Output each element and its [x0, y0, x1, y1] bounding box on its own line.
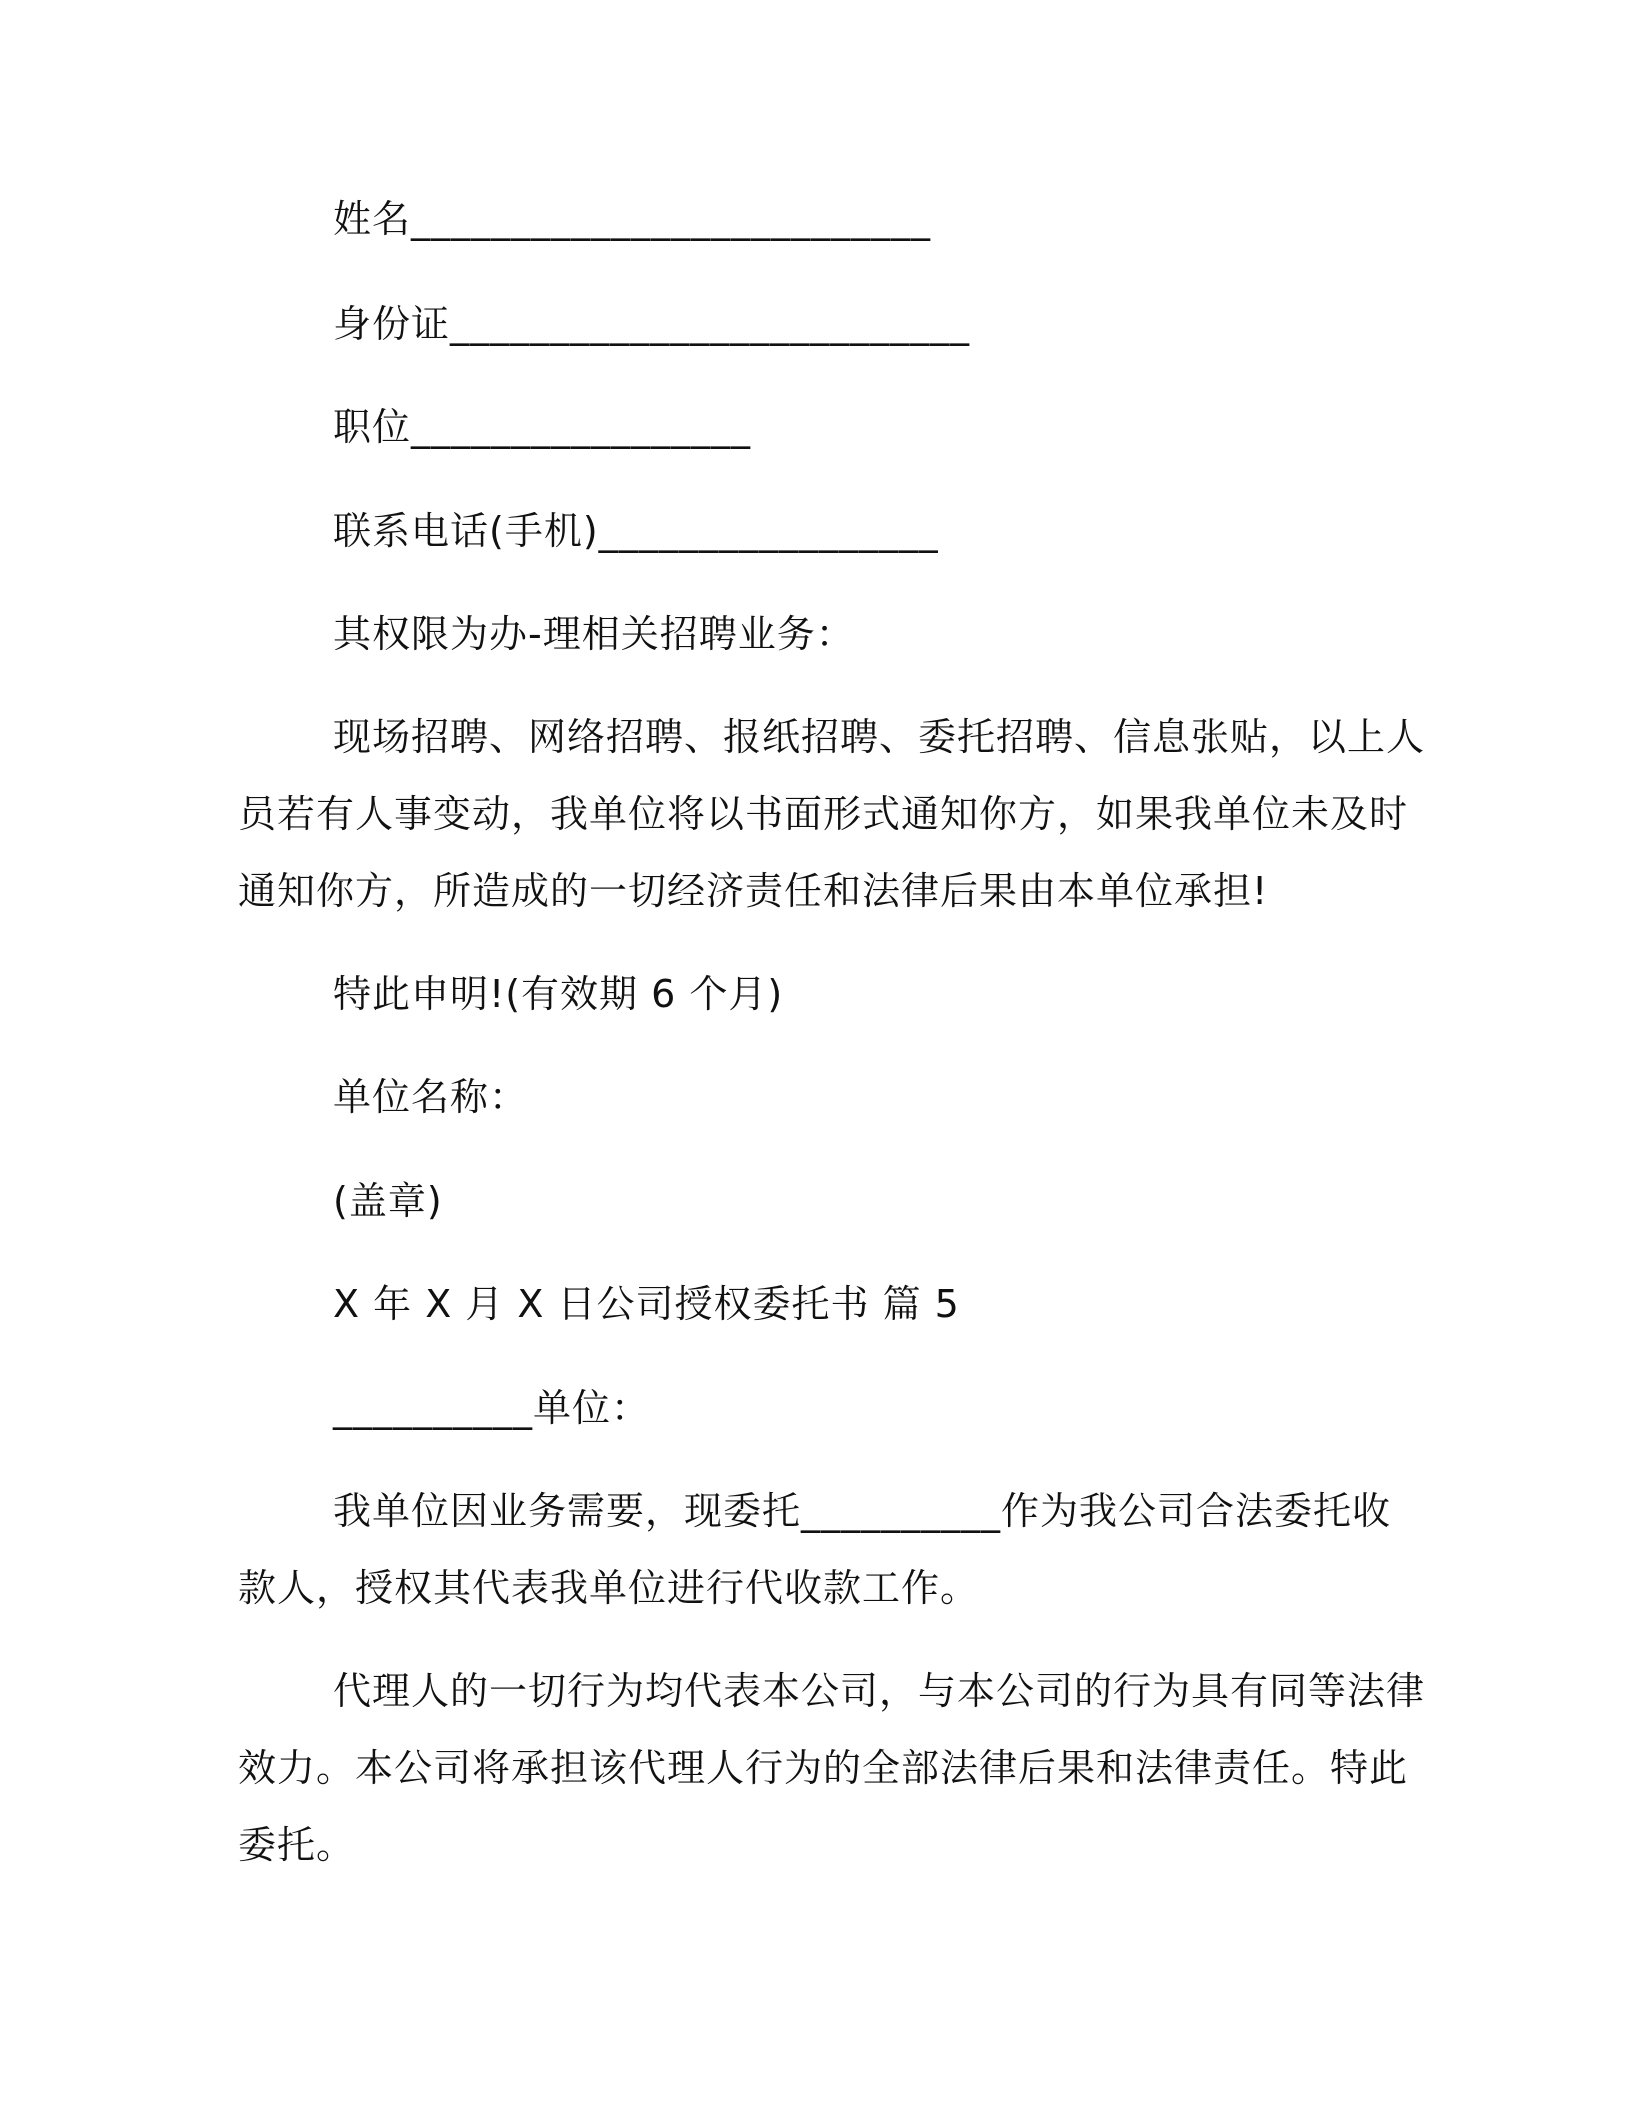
phone-field-line: 联系电话(手机)_________________ — [333, 509, 939, 553]
id-card-field-line: 身份证__________________________ — [333, 302, 971, 346]
seal-line: (盖章) — [333, 1179, 443, 1223]
authority-scope-line: 其权限为办-理相关招聘业务： — [333, 612, 855, 656]
paragraph-text-line: 委托。 — [238, 1823, 356, 1867]
paragraph-text-line: 我单位因业务需要，现委托__________作为我公司合法委托收 — [333, 1489, 1392, 1533]
name-field-line: 姓名__________________________ — [333, 197, 932, 241]
paragraph-text-line: 员若有人事变动，我单位将以书面形式通知你方，如果我单位未及时 — [238, 792, 1409, 836]
paragraph-text-line: 现场招聘、网络招聘、报纸招聘、委托招聘、信息张贴，以上人 — [333, 715, 1426, 759]
company-name-line: 单位名称： — [333, 1075, 529, 1119]
declaration-line: 特此申明!(有效期 6 个月) — [333, 972, 784, 1016]
paragraph-text-line: 代理人的一切行为均代表本公司，与本公司的行为具有同等法律 — [333, 1669, 1426, 1713]
addressee-line: __________单位： — [333, 1386, 651, 1430]
paragraph-text-line: 款人，授权其代表我单位进行代收款工作。 — [238, 1566, 980, 1610]
position-field-line: 职位_________________ — [333, 405, 752, 449]
paragraph-text-line: 通知你方，所造成的一切经济责任和法律后果由本单位承担! — [238, 869, 1269, 913]
paragraph-text-line: 效力。本公司将承担该代理人行为的全部法律后果和法律责任。特此 — [238, 1746, 1409, 1790]
date-heading-line: X 年 X 月 X 日公司授权委托书 篇 5 — [333, 1282, 960, 1326]
